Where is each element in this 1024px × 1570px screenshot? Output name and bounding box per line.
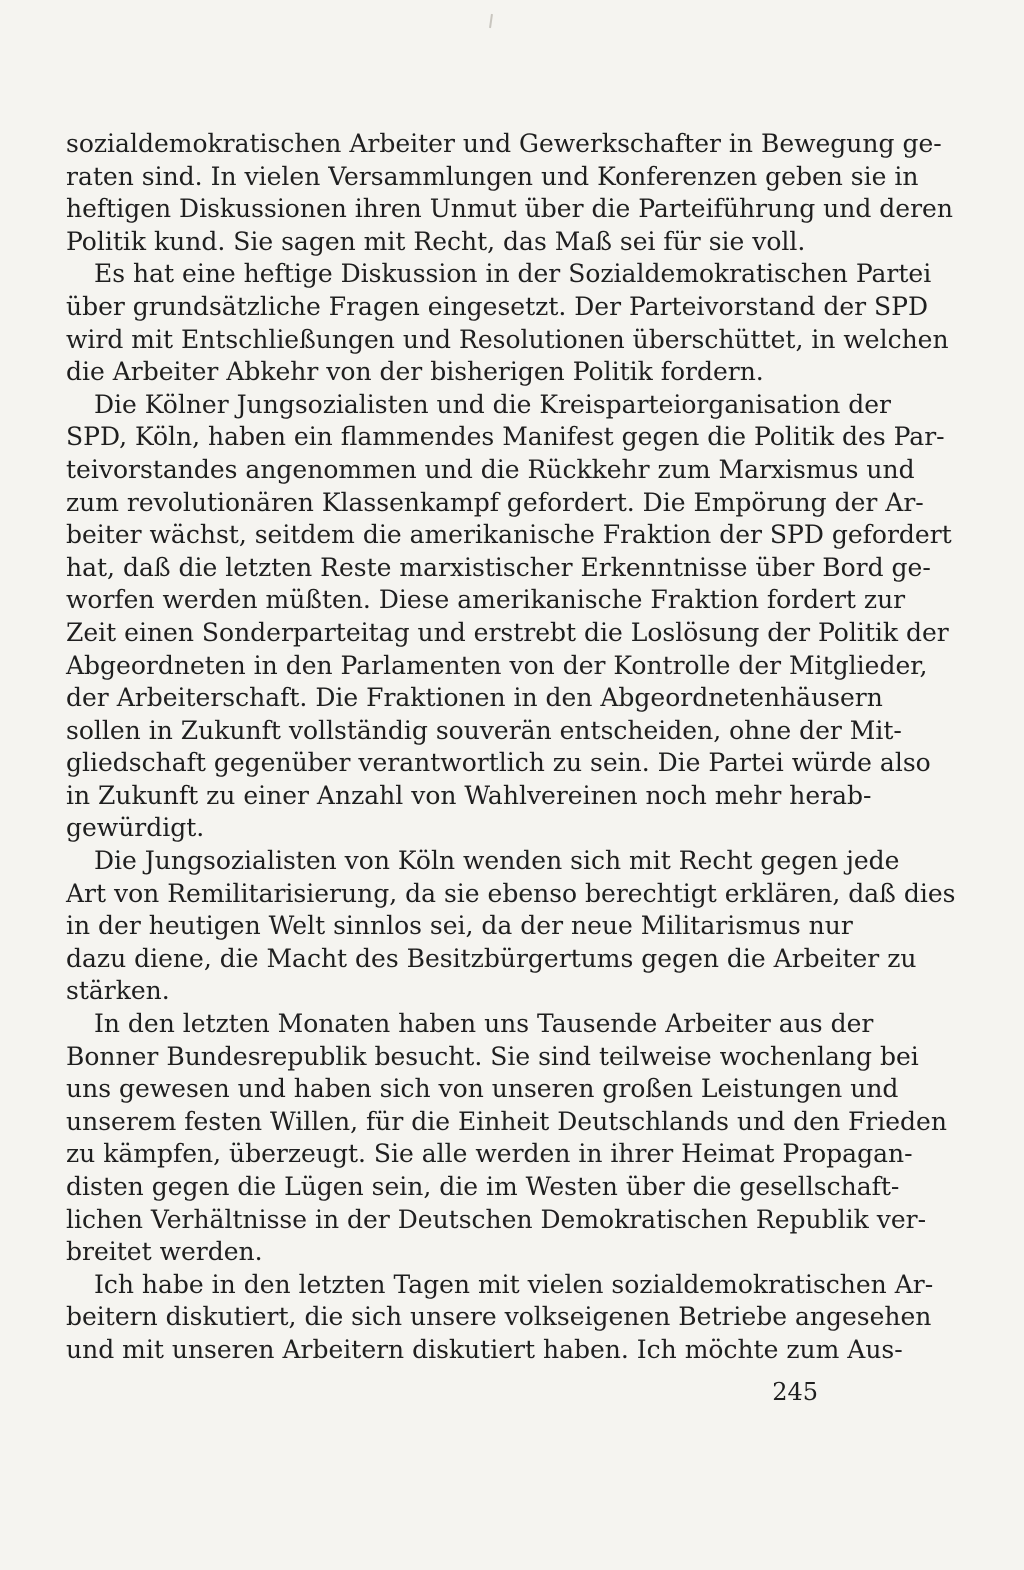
text-line: gliedschaft gegenüber verantwortlich zu sein. Die Partei würde also [66, 748, 931, 778]
text-line: wird mit Entschließungen und Resolutionen überschüttet, in welchen [66, 324, 949, 354]
scan-speck [489, 14, 493, 28]
text-line: breitet werden. [66, 1237, 263, 1267]
text-line: Bonner Bundesrepublik besucht. Sie sind teilweise wochenlang bei [66, 1041, 919, 1071]
text-line: in Zukunft zu einer Anzahl von Wahlvereinen noch mehr herab- [66, 780, 872, 810]
text-line: heftigen Diskussionen ihren Unmut über die Parteiführung und deren [66, 194, 953, 224]
text-line: disten gegen die Lügen sein, die im Westen über die gesellschaft- [66, 1172, 900, 1201]
text-line: gewürdigt. [66, 813, 205, 843]
text-line: zu kämpfen, überzeugt. Sie alle werden in ihrer Heimat Propagan- [66, 1139, 913, 1169]
paragraph-start-line: In den letzten Monaten haben uns Tausende Arbeiter aus der [94, 1009, 874, 1039]
text-line: zum revolutionären Klassenkampf gefordert. Die Empörung der Ar- [66, 487, 924, 517]
text-line: beitern diskutiert, die sich unsere volkseigenen Betriebe angesehen [66, 1302, 932, 1332]
text-line: Art von Remilitarisierung, da sie ebenso berechtigt erklären, daß dies [66, 878, 956, 908]
text-line: unserem festen Willen, für die Einheit Deutschlands und den Frieden [66, 1106, 947, 1136]
text-line: uns gewesen und haben sich von unseren großen Leistungen und [66, 1074, 899, 1104]
text-line: Zeit einen Sonderparteitag und erstrebt die Loslösung der Politik der [66, 617, 949, 647]
body-text [66, 128, 956, 1367]
text-line: und mit unseren Arbeitern diskutiert haben. Ich möchte zum Aus- [66, 1334, 903, 1364]
text-line: raten sind. In vielen Versammlungen und Konferenzen geben sie in [66, 161, 919, 191]
text-line: beiter wächst, seitdem die amerikanische Fraktion der SPD gefordert [66, 520, 952, 550]
text-line: teivorstandes angenommen und die Rückkehr zum Marxismus und [66, 454, 915, 484]
text-line: stärken. [66, 976, 170, 1006]
text-line: sozialdemokratischen Arbeiter und Gewerkschafter in Bewegung ge- [66, 129, 942, 158]
text-line: worfen werden müßten. Diese amerikanische Fraktion fordert zur [66, 585, 906, 615]
text-line: sollen in Zukunft vollständig souverän entscheiden, ohne der Mit- [66, 715, 902, 745]
paragraph-start-line: Die Jungsozialisten von Köln wenden sich mit Recht gegen jede [94, 846, 900, 876]
text-line: Abgeordneten in den Parlamenten von der Kontrolle der Mitglieder, [66, 650, 928, 680]
text-line: SPD, Köln, haben ein flammendes Manifest gegen die Politik des Par- [66, 422, 945, 452]
text-line: der Arbeiterschaft. Die Fraktionen in den Abgeordnetenhäusern [66, 683, 883, 713]
paragraph-start-line: Es hat eine heftige Diskussion in der Sozialdemokratischen Partei [94, 259, 932, 289]
text-line: in der heutigen Welt sinnlos sei, da der neue Militarismus nur [66, 911, 853, 941]
text-line: Politik kund. Sie sagen mit Recht, das Maß sei für sie voll. [66, 226, 806, 256]
text-line: die Arbeiter Abkehr von der bisherigen Politik fordern. [66, 357, 764, 387]
text-line: über grundsätzliche Fragen eingesetzt. Der Parteivorstand der SPD [66, 291, 929, 321]
text-line: dazu diene, die Macht des Besitzbürgertums gegen die Arbeiter zu [66, 943, 917, 973]
text-line: lichen Verhältnisse in der Deutschen Demokratischen Republik ver- [66, 1204, 927, 1234]
paragraph-start-line: Ich habe in den letzten Tagen mit vielen sozialdemokratischen Ar- [94, 1269, 934, 1299]
paragraph-start-line: Die Kölner Jungsozialisten und die Kreisparteiorganisation der [94, 389, 891, 419]
text-line: hat, daß die letzten Reste marxistischer Erkenntnisse über Bord ge- [66, 552, 931, 582]
page-number: 245 [772, 1378, 818, 1406]
